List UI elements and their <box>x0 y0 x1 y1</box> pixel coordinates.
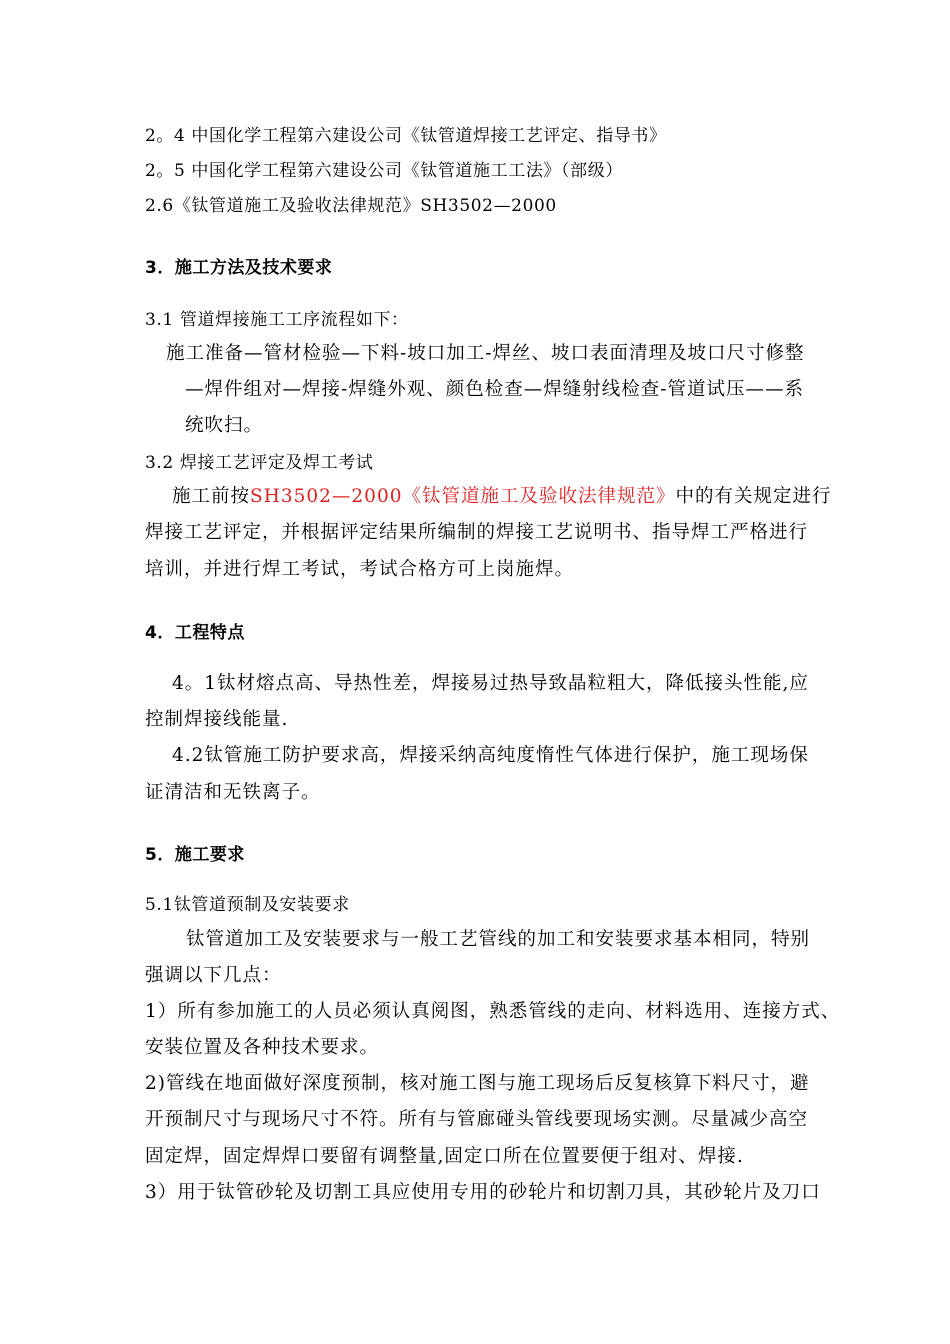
section-5-1-title: 5.1钛管道预制及安装要求 <box>145 895 350 915</box>
section-5-1-intro-line-2: 强调以下几点： <box>145 965 282 986</box>
reference-2-6: 2.6《钛管道施工及验收法律规范》SH3502—2000 <box>145 196 557 216</box>
item-2-line-2: 开预制尺寸与现场尺寸不符。所有与管廊碰头管线要现场实测。尽量减少高空 <box>145 1109 809 1130</box>
section-4-1-line-1: 4。1钛材熔点高、导热性差，焊接易过热导致晶粒粗大，降低接头性能,应 <box>172 673 809 694</box>
section-3-2-line-2: 焊接工艺评定，并根据评定结果所编制的焊接工艺说明书、指导焊工严格进行 <box>145 522 809 543</box>
standard-reference-highlight: SH3502—2000《钛管道施工及验收法律规范》 <box>250 486 676 507</box>
section-3-heading: 3．施工方法及技术要求 <box>145 258 333 278</box>
flow-line-1: 施工准备—管材检验—下料-坡口加工-焊丝、坡口表面清理及坡口尺寸修整 <box>166 343 805 364</box>
section-3-2-text-b: 中的有关规定进行 <box>675 486 832 507</box>
item-1-line-2: 安装位置及各种技术要求。 <box>145 1037 380 1058</box>
item-1-line-1: 1）所有参加施工的人员必须认真阅图，熟悉管线的走向、材料选用、连接方式、 <box>145 1001 841 1022</box>
item-2-line-1: 2)管线在地面做好深度预制，核对施工图与施工现场后反复核算下料尺寸，避 <box>145 1073 810 1094</box>
section-3-2-line-1 <box>172 485 832 509</box>
item-2-line-3: 固定焊，固定焊焊口要留有调整量,固定口所在位置要便于组对、焊接. <box>145 1146 744 1167</box>
section-4-2-line-2: 证清洁和无铁离子。 <box>145 782 321 803</box>
section-3-2-line-3: 培训，并进行焊工考试，考试合格方可上岗施焊。 <box>145 559 575 580</box>
section-3-2-title: 3.2 焊接工艺评定及焊工考试 <box>145 453 374 473</box>
reference-2-5: 2。5 中国化学工程第六建设公司《钛管道施工工法》（部级） <box>145 161 623 181</box>
section-3-1-title: 3.1 管道焊接施工工序流程如下： <box>145 310 409 330</box>
section-4-heading: 4．工程特点 <box>145 623 245 643</box>
flow-line-2: —焊件组对—焊接-焊缝外观、颜色检查—焊缝射线检查-管道试压——系 <box>185 379 805 400</box>
section-5-heading: 5．施工要求 <box>145 845 245 865</box>
reference-2-4: 2。4 中国化学工程第六建设公司《钛管道焊接工艺评定、指导书》 <box>145 126 667 146</box>
flow-line-3: 统吹扫。 <box>185 415 264 436</box>
section-5-1-intro-line-1: 钛管道加工及安装要求与一般工艺管线的加工和安装要求基本相同，特别 <box>186 929 811 950</box>
item-3-line-1: 3）用于钛管砂轮及切割工具应使用专用的砂轮片和切割刀具，其砂轮片及刀口 <box>145 1182 821 1203</box>
section-4-1-line-2: 控制焊接线能量. <box>145 709 289 730</box>
section-3-2-text-a: 施工前按 <box>172 486 251 507</box>
section-4-2-line-1: 4.2钛管施工防护要求高，焊接采纳高纯度惰性气体进行保护，施工现场保 <box>172 745 809 766</box>
